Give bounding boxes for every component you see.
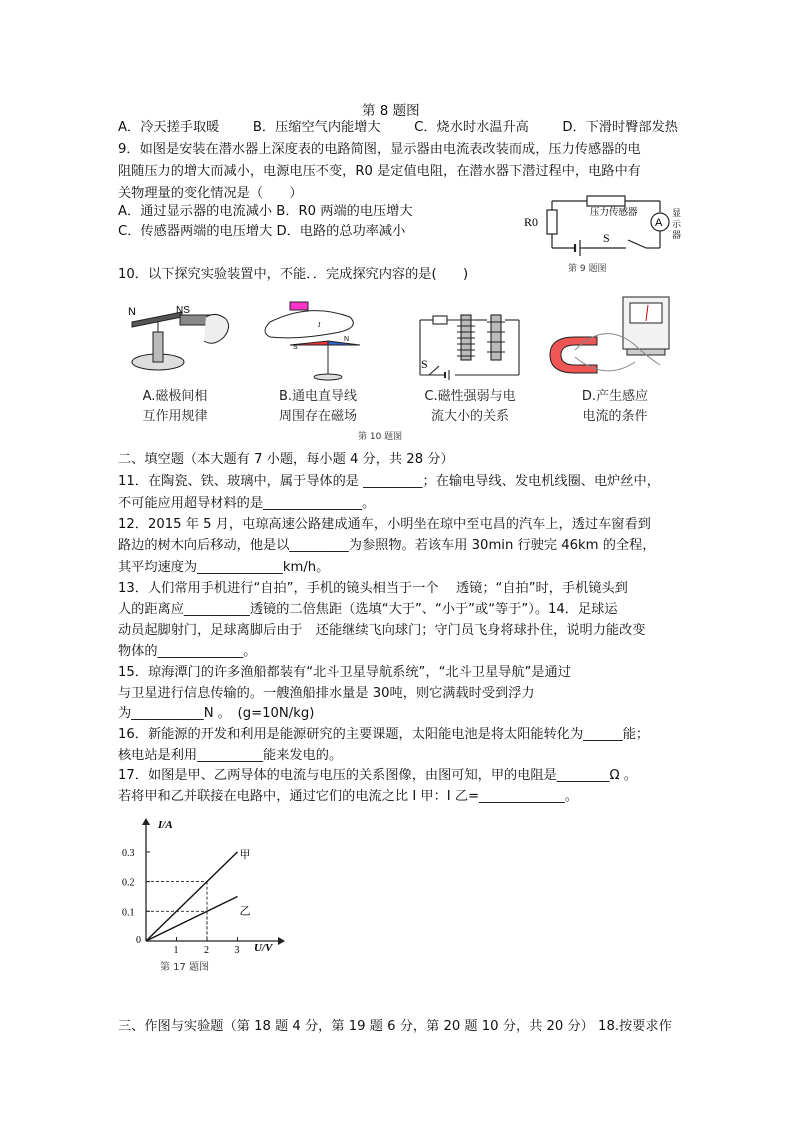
q9-circuit-diagram bbox=[520, 188, 680, 276]
q9-sensor-label: 压力传感器 bbox=[590, 207, 638, 218]
q10-fig-c-electromagnets bbox=[415, 300, 525, 385]
q9-display-char-1: 显 bbox=[672, 209, 682, 219]
q9-options-row-1: A．通过显示器的电流减小 B．R0 两端的电压增大 bbox=[118, 204, 413, 219]
q10-caption-c-line-1: C.磁性强弱与电 bbox=[424, 389, 516, 404]
q8-figure-title: 第 8 题图 bbox=[362, 103, 420, 119]
q10-caption-d-line-1: D.产生感应 bbox=[581, 389, 649, 404]
q9-r0-label: R0 bbox=[524, 215, 539, 229]
q17-series-label-1: 甲 bbox=[239, 847, 251, 861]
q17-series-line-2 bbox=[146, 896, 238, 941]
q17-y-tick-label: 0.2 bbox=[122, 877, 135, 889]
q14-line-1: 动员起脚射门，足球离脚后由于 还能继续飞向球门；守门员飞身将球扑住，说明力能改变 bbox=[118, 623, 646, 638]
q10-figure-caption: 第 10 题图 bbox=[358, 432, 403, 442]
q12-line-2: 路边的树木向后移动，他是以_________为参照物。若该车用 30min 行驶完 46km 的全程， bbox=[118, 538, 656, 553]
q12-line-3: 其平均速度为_____________km/h。 bbox=[118, 560, 330, 575]
q10-fig-c-switch-label: S bbox=[421, 357, 428, 371]
q10-caption-c-line-2: 流大小的关系 bbox=[430, 409, 509, 424]
q10-caption-c bbox=[405, 387, 535, 427]
q16-line-2: 核电站是利用__________能来发电的。 bbox=[118, 748, 343, 763]
section-3-heading: 三、作图与实验题（第 18 题 4 分，第 19 题 6 分，第 20 题 10 分，共 20 分） 18.按要求作 bbox=[118, 1019, 672, 1034]
q9-ammeter-label: A bbox=[655, 217, 663, 229]
q13-line-2: 人的距离应__________透镜的二倍焦距（选填“大于”、“小于”或“等于”）。14．足球运 bbox=[118, 602, 618, 617]
q17-series-label-2: 乙 bbox=[239, 904, 251, 918]
q17-y-axis-label: I/A bbox=[158, 819, 173, 831]
q17-x-tick-label: 1 bbox=[173, 945, 179, 956]
q10-fig-b-s-label: S bbox=[293, 344, 298, 351]
q17-x-tick-label: 2 bbox=[204, 945, 209, 956]
q9-stem-line-3: 关物理量的变化情况是（ ） bbox=[118, 186, 303, 201]
q17-y-tick-label: 0.3 bbox=[122, 847, 135, 859]
q17-y-axis-arrow bbox=[142, 818, 150, 825]
q10-caption-d bbox=[555, 387, 675, 427]
q10-fig-a-ns-label: NS bbox=[176, 305, 190, 316]
q8-option-b: B．压缩空气内能增大 bbox=[252, 120, 381, 135]
q10-stem: 10．以下探究实验装置中，不能．．完成探究内容的是( ) bbox=[118, 267, 469, 282]
q17-x-axis-arrow bbox=[278, 937, 285, 945]
q10-caption-d-line-2: 电流的条件 bbox=[582, 409, 648, 424]
q10-caption-b-line-2: 周围存在磁场 bbox=[278, 409, 357, 424]
section-2-heading: 二、填空题（本大题有 7 小题，每小题 4 分，共 28 分） bbox=[118, 452, 454, 467]
q11-line-1: 11．在陶瓷、铁、玻璃中，属于导体的是 _________；在输电导线、发电机线圈、电炉丝中， bbox=[118, 474, 660, 489]
q10-caption-a bbox=[120, 387, 230, 427]
q15-line-2: 与卫星进行信息传输的。一艘渔船排水量是 30吨，则它满载时受到浮力 bbox=[118, 686, 535, 701]
q17-line-1: 17．如图是甲、乙两导体的电流与电压的关系图像，由图可知，甲的电阻是________Ω 。 bbox=[118, 768, 637, 783]
q12-line-1: 12．2015 年 5 月，屯琼高速公路建成通车，小明坐在琼中至屯昌的汽车上，透过车窗看到 bbox=[118, 517, 651, 532]
q8-option-c: C．烧水时水温升高 bbox=[414, 120, 529, 135]
q17-iv-chart bbox=[118, 815, 288, 975]
q10-fig-b-wire bbox=[260, 297, 370, 382]
q10-fig-b-n-label: N bbox=[344, 336, 350, 343]
q8-option-d: D．下滑时臀部发热 bbox=[562, 120, 678, 135]
q8-option-a: A．冷天搓手取暖 bbox=[118, 120, 220, 135]
q10-caption-a-line-1: A.磁极间相 bbox=[142, 389, 208, 404]
q10-caption-b-line-1: B.通电直导线 bbox=[278, 389, 358, 404]
q13-line-1: 13．人们常用手机进行“自拍”，手机的镜头相当于一个 透镜；“自拍”时，手机镜头到 bbox=[118, 581, 628, 596]
q17-x-axis-label: U/V bbox=[254, 942, 273, 954]
q10-fig-a-magnets bbox=[120, 297, 240, 377]
q14-line-2: 物体的_____________。 bbox=[118, 644, 257, 659]
q17-origin-label: 0 bbox=[136, 935, 141, 946]
q10-fig-b-current-label: I bbox=[318, 321, 321, 329]
q10-fig-a-n-label: N bbox=[128, 306, 136, 318]
q9-display-char-2: 示 bbox=[672, 220, 682, 230]
q17-line-2: 若将甲和乙并联接在电路中，通过它们的电流之比 I 甲：I 乙=_____________。 bbox=[118, 789, 578, 804]
q17-x-tick-label: 3 bbox=[234, 945, 240, 956]
q8-options bbox=[118, 119, 678, 137]
q15-line-1: 15．琼海潭门的许多渔船都装有“北斗卫星导航系统”，“北斗卫星导航”是通过 bbox=[118, 665, 571, 680]
q9-switch-label: S bbox=[603, 231, 610, 245]
q11-line-2: 不可能应用超导材料的是_______________。 bbox=[118, 496, 376, 511]
q15-line-3: 为___________N 。 (g=10N/kg) bbox=[118, 706, 315, 721]
q10-caption-b bbox=[258, 387, 378, 427]
q10-caption-a-line-2: 互作用规律 bbox=[142, 409, 208, 424]
q9-display-char-3: 器 bbox=[672, 231, 682, 241]
q16-line-1: 16．新能源的开发和利用是能源研究的主要课题，太阳能电池是将太阳能转化为______能； bbox=[118, 727, 650, 742]
q9-figure-caption: 第 9 题图 bbox=[568, 264, 607, 274]
q9-stem-line-2: 阻随压力的增大而减小，电源电压不变，R0 是定值电阻，在潜水器下潜过程中，电路中有 bbox=[118, 164, 641, 179]
q17-y-tick-label: 0.1 bbox=[122, 907, 135, 919]
q17-series-line-1 bbox=[146, 852, 238, 941]
q9-stem-line-1: 9．如图是安装在潜水器上深度表的电路简图，显示器由电流表改装而成，压力传感器的电 bbox=[118, 142, 641, 157]
q17-figure-caption: 第 17 题图 bbox=[160, 962, 210, 973]
q9-options-row-2: C．传感器两端的电压增大 D．电路的总功率减小 bbox=[118, 224, 406, 239]
q10-fig-d-induction bbox=[545, 295, 675, 385]
